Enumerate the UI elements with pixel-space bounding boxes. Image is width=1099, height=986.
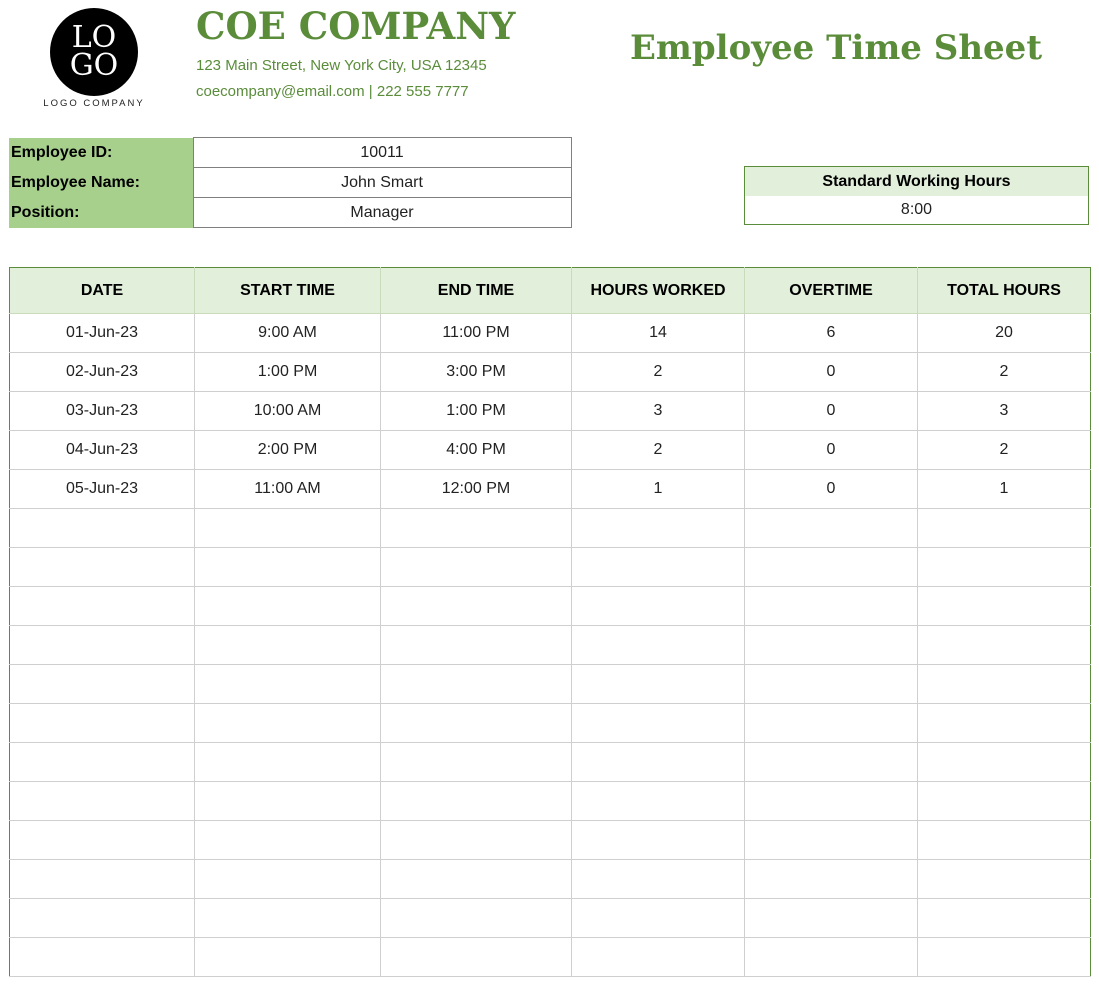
- cell-start-time[interactable]: 10:00 AM: [195, 392, 381, 431]
- cell-total-hours[interactable]: [918, 899, 1091, 938]
- cell-start-time[interactable]: 9:00 AM: [195, 314, 381, 353]
- cell-start-time[interactable]: [195, 899, 381, 938]
- logo-caption: LOGO COMPANY: [43, 98, 145, 109]
- column-header-start-time: START TIME: [195, 268, 381, 314]
- cell-date[interactable]: 01-Jun-23: [10, 314, 195, 353]
- employee-name-field[interactable]: John Smart: [193, 168, 571, 198]
- cell-hours-worked[interactable]: [572, 626, 745, 665]
- cell-date[interactable]: [10, 938, 195, 977]
- cell-end-time[interactable]: [381, 587, 572, 626]
- cell-date[interactable]: [10, 587, 195, 626]
- cell-hours-worked[interactable]: [572, 821, 745, 860]
- employee-info: [9, 137, 572, 228]
- cell-overtime[interactable]: [745, 743, 918, 782]
- table-row: [10, 782, 1091, 821]
- cell-end-time[interactable]: 12:00 PM: [381, 470, 572, 509]
- cell-hours-worked[interactable]: 2: [572, 353, 745, 392]
- cell-start-time[interactable]: [195, 782, 381, 821]
- cell-date[interactable]: 03-Jun-23: [10, 392, 195, 431]
- cell-start-time[interactable]: 1:00 PM: [195, 353, 381, 392]
- cell-overtime[interactable]: 0: [745, 470, 918, 509]
- cell-overtime[interactable]: [745, 704, 918, 743]
- standard-hours-field[interactable]: 8:00: [900, 201, 933, 218]
- table-row: [10, 392, 1091, 431]
- cell-start-time[interactable]: 2:00 PM: [195, 431, 381, 470]
- position-label: Position:: [9, 198, 193, 228]
- cell-date[interactable]: [10, 743, 195, 782]
- table-row: [10, 743, 1091, 782]
- cell-end-time[interactable]: [381, 899, 572, 938]
- cell-end-time[interactable]: 1:00 PM: [381, 392, 572, 431]
- cell-total-hours[interactable]: [918, 626, 1091, 665]
- cell-total-hours[interactable]: 2: [918, 353, 1091, 392]
- employee-id-row: [9, 138, 571, 168]
- cell-start-time[interactable]: [195, 509, 381, 548]
- cell-date[interactable]: [10, 782, 195, 821]
- table-row: [10, 509, 1091, 548]
- cell-date[interactable]: [10, 665, 195, 704]
- cell-date[interactable]: [10, 860, 195, 899]
- cell-overtime[interactable]: [745, 587, 918, 626]
- cell-date[interactable]: [10, 509, 195, 548]
- employee-id-field[interactable]: 10011: [193, 138, 571, 168]
- table-row: [10, 704, 1091, 743]
- cell-total-hours[interactable]: [918, 938, 1091, 977]
- table-row: [10, 470, 1091, 509]
- standard-hours-label: Standard Working Hours: [745, 167, 1088, 196]
- cell-total-hours[interactable]: [918, 782, 1091, 821]
- table-row: [10, 353, 1091, 392]
- cell-total-hours[interactable]: [918, 743, 1091, 782]
- cell-hours-worked[interactable]: 3: [572, 392, 745, 431]
- cell-end-time[interactable]: [381, 548, 572, 587]
- standard-hours-box: [744, 166, 1089, 225]
- table-row: [10, 587, 1091, 626]
- table-row: [10, 314, 1091, 353]
- company-contact: coecompany@email.com | 222 555 7777: [196, 83, 469, 100]
- cell-date[interactable]: 05-Jun-23: [10, 470, 195, 509]
- cell-end-time[interactable]: 4:00 PM: [381, 431, 572, 470]
- cell-hours-worked[interactable]: [572, 899, 745, 938]
- employee-name-label: Employee Name:: [9, 168, 193, 198]
- employee-id-label: Employee ID:: [9, 138, 193, 168]
- cell-total-hours[interactable]: [918, 587, 1091, 626]
- cell-hours-worked[interactable]: [572, 587, 745, 626]
- cell-overtime[interactable]: [745, 782, 918, 821]
- cell-start-time[interactable]: [195, 938, 381, 977]
- cell-total-hours[interactable]: 20: [918, 314, 1091, 353]
- cell-start-time[interactable]: [195, 860, 381, 899]
- document-title: Employee Time Sheet: [630, 28, 1043, 68]
- cell-date[interactable]: [10, 548, 195, 587]
- cell-overtime[interactable]: [745, 821, 918, 860]
- cell-overtime[interactable]: [745, 626, 918, 665]
- cell-start-time[interactable]: [195, 626, 381, 665]
- cell-start-time[interactable]: [195, 821, 381, 860]
- cell-end-time[interactable]: [381, 704, 572, 743]
- cell-overtime[interactable]: 0: [745, 353, 918, 392]
- position-field[interactable]: Manager: [193, 198, 571, 228]
- table-row: [10, 938, 1091, 977]
- cell-total-hours[interactable]: [918, 704, 1091, 743]
- table-row: [10, 899, 1091, 938]
- cell-overtime[interactable]: 6: [745, 314, 918, 353]
- cell-overtime[interactable]: 0: [745, 431, 918, 470]
- cell-end-time[interactable]: [381, 782, 572, 821]
- cell-total-hours[interactable]: [918, 860, 1091, 899]
- cell-hours-worked[interactable]: [572, 665, 745, 704]
- company-name: COE COMPANY: [196, 4, 516, 48]
- cell-start-time[interactable]: [195, 587, 381, 626]
- table-row: [10, 821, 1091, 860]
- cell-total-hours[interactable]: [918, 665, 1091, 704]
- cell-overtime[interactable]: [745, 899, 918, 938]
- cell-date[interactable]: [10, 626, 195, 665]
- table-row: [10, 626, 1091, 665]
- cell-hours-worked[interactable]: [572, 938, 745, 977]
- cell-total-hours[interactable]: [918, 821, 1091, 860]
- cell-overtime[interactable]: [745, 509, 918, 548]
- cell-start-time[interactable]: [195, 743, 381, 782]
- cell-end-time[interactable]: [381, 860, 572, 899]
- cell-date[interactable]: [10, 899, 195, 938]
- cell-overtime[interactable]: [745, 860, 918, 899]
- timesheet-table: [9, 267, 1091, 977]
- cell-hours-worked[interactable]: 2: [572, 431, 745, 470]
- cell-end-time[interactable]: 3:00 PM: [381, 353, 572, 392]
- logo-text-line1: LO: [71, 20, 117, 55]
- cell-end-time[interactable]: [381, 665, 572, 704]
- column-header-total-hours: TOTAL HOURS: [918, 268, 1091, 314]
- cell-total-hours[interactable]: 2: [918, 431, 1091, 470]
- column-header-end-time: END TIME: [381, 268, 572, 314]
- company-logo: [50, 8, 138, 96]
- cell-end-time[interactable]: 11:00 PM: [381, 314, 572, 353]
- cell-end-time[interactable]: [381, 938, 572, 977]
- timesheet-header-row: [10, 268, 1091, 314]
- cell-date[interactable]: [10, 821, 195, 860]
- cell-date[interactable]: [10, 704, 195, 743]
- logo-text-line2: GO: [69, 48, 119, 83]
- cell-overtime[interactable]: 0: [745, 392, 918, 431]
- cell-start-time[interactable]: [195, 548, 381, 587]
- cell-hours-worked[interactable]: [572, 548, 745, 587]
- cell-total-hours[interactable]: [918, 548, 1091, 587]
- cell-total-hours[interactable]: 1: [918, 470, 1091, 509]
- cell-total-hours[interactable]: 3: [918, 392, 1091, 431]
- table-row: [10, 860, 1091, 899]
- column-header-hours-worked: HOURS WORKED: [572, 268, 745, 314]
- cell-total-hours[interactable]: [918, 509, 1091, 548]
- position-row: [9, 198, 571, 228]
- column-header-overtime: OVERTIME: [745, 268, 918, 314]
- cell-end-time[interactable]: [381, 743, 572, 782]
- cell-hours-worked[interactable]: [572, 509, 745, 548]
- cell-end-time[interactable]: [381, 509, 572, 548]
- cell-end-time[interactable]: [381, 821, 572, 860]
- cell-end-time[interactable]: [381, 626, 572, 665]
- cell-start-time[interactable]: [195, 704, 381, 743]
- table-row: [10, 665, 1091, 704]
- cell-date[interactable]: 02-Jun-23: [10, 353, 195, 392]
- cell-overtime[interactable]: [745, 938, 918, 977]
- cell-overtime[interactable]: [745, 665, 918, 704]
- cell-start-time[interactable]: 11:00 AM: [195, 470, 381, 509]
- cell-hours-worked[interactable]: [572, 782, 745, 821]
- cell-date[interactable]: 04-Jun-23: [10, 431, 195, 470]
- table-row: [10, 431, 1091, 470]
- cell-overtime[interactable]: [745, 548, 918, 587]
- column-header-date: DATE: [10, 268, 195, 314]
- cell-start-time[interactable]: [195, 665, 381, 704]
- cell-hours-worked[interactable]: [572, 860, 745, 899]
- company-address: 123 Main Street, New York City, USA 12345: [196, 57, 487, 74]
- employee-name-row: [9, 168, 571, 198]
- cell-hours-worked[interactable]: 14: [572, 314, 745, 353]
- cell-hours-worked[interactable]: [572, 704, 745, 743]
- cell-hours-worked[interactable]: [572, 743, 745, 782]
- cell-hours-worked[interactable]: 1: [572, 470, 745, 509]
- table-row: [10, 548, 1091, 587]
